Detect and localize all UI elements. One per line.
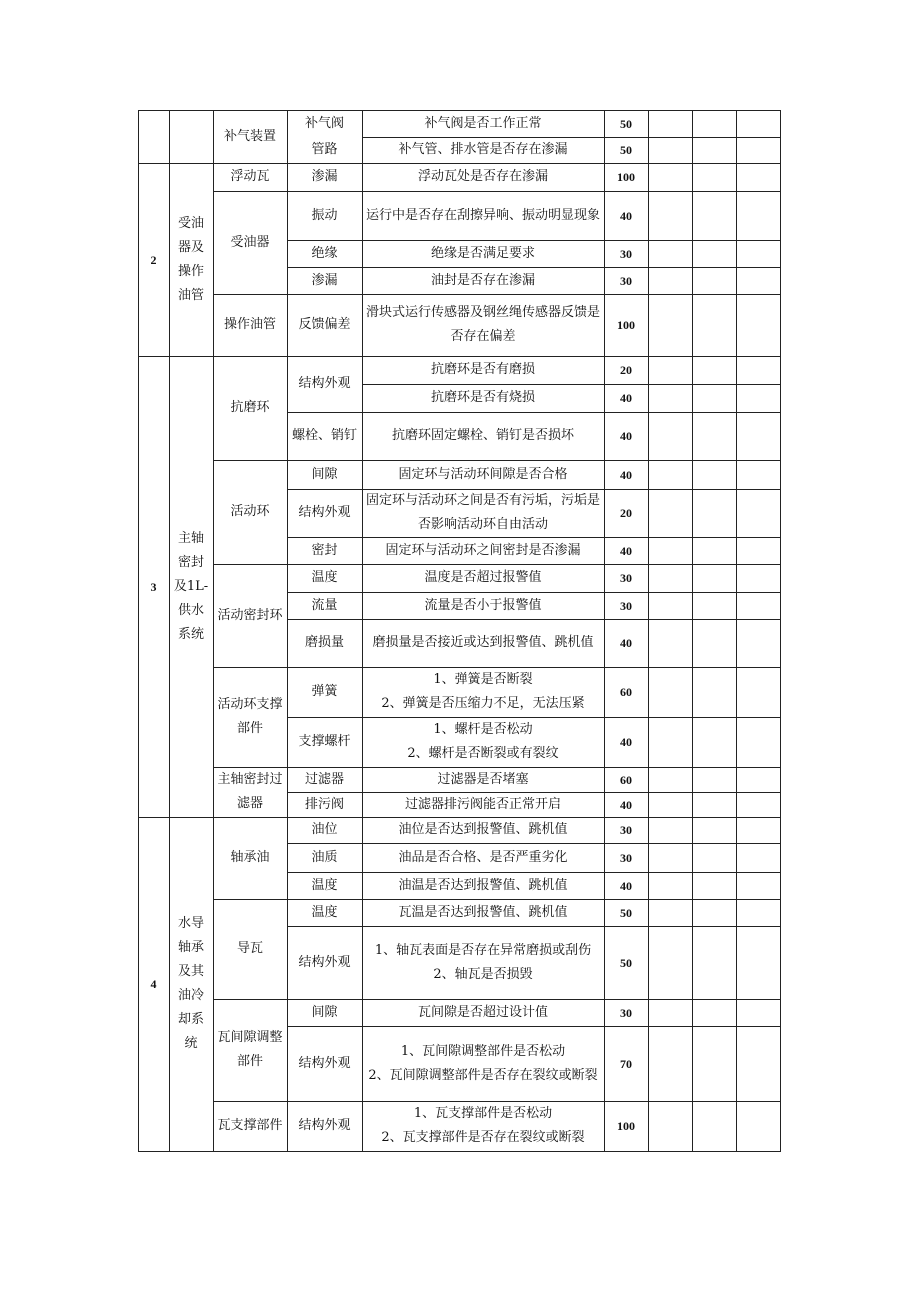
item-cell: 温度: [311, 877, 338, 893]
part-cell: 主轴密封过滤器: [217, 772, 283, 811]
grid-line: [138, 110, 781, 111]
content-cell: 固定环与活动环之间是否有污垢，污垢是否影响活动环自由活动: [365, 493, 600, 532]
score-cell: 40: [620, 735, 632, 749]
score-cell: 30: [620, 598, 632, 613]
score-cell: 50: [620, 955, 632, 970]
score-cell: 70: [620, 1056, 632, 1071]
score-cell: 30: [620, 273, 632, 288]
grid-line: [213, 294, 781, 295]
content-cell: 油封是否存在渗漏: [430, 272, 535, 288]
item-cell: 渗漏: [311, 272, 338, 288]
content-cell: 抗磨环固定螺栓、销钉是否损坏: [391, 428, 574, 443]
part-cell: 浮动瓦: [230, 169, 270, 184]
section-number: 4: [150, 977, 157, 991]
score-cell: 100: [617, 170, 635, 184]
content-cell: 1、瓦间隙调整部件是否松动 2、瓦间隙调整部件是否存在裂纹或断裂: [368, 1043, 598, 1083]
content-cell: 1、弹簧是否断裂 2、弹簧是否压缩力不足，无法压紧: [381, 672, 585, 711]
content-cell: 固定环与活动环间隙是否合格: [398, 466, 568, 482]
grid-line: [138, 817, 781, 818]
content-cell: 1、螺杆是否松动 2、螺杆是否断裂或有裂纹: [407, 722, 559, 761]
content-cell: 滑块式运行传感器及钢丝绳传感器反馈是否存在偏差: [365, 305, 600, 344]
system-cell: 受油器及操作油管: [177, 215, 204, 303]
item-cell: 密封: [311, 542, 338, 558]
grid-line: [138, 356, 781, 357]
grid-line: [138, 163, 781, 164]
grid-line: [213, 564, 781, 565]
score-cell: 30: [620, 1005, 632, 1020]
item-cell: 渗漏: [311, 169, 338, 184]
content-cell: 温度是否超过报警值: [424, 570, 542, 585]
grid-line: [287, 792, 781, 793]
content-cell: 1、瓦支撑部件是否松动 2、瓦支撑部件是否存在裂纹或断裂: [381, 1106, 585, 1145]
part-cell: 补气装置: [223, 128, 276, 144]
content-cell: 油品是否合格、是否严重劣化: [398, 849, 568, 865]
grid-line: [213, 460, 781, 461]
item-cell: 反馈偏差: [298, 317, 351, 332]
part-cell: 操作油管: [223, 317, 276, 332]
item-cell: 温度: [311, 570, 338, 585]
score-cell: 40: [620, 878, 632, 893]
item-cell: 间隙: [311, 1004, 338, 1020]
grid-line: [287, 489, 781, 490]
item-cell: 支撑螺杆: [298, 734, 351, 749]
grid-line: [213, 667, 781, 668]
score-cell: 40: [620, 391, 632, 405]
grid-line: [287, 537, 781, 538]
content-cell: 瓦间隙是否超过设计值: [417, 1004, 548, 1020]
grid-line: [287, 412, 781, 413]
item-cell: 结构外观: [298, 954, 351, 970]
section-number: 3: [150, 579, 157, 594]
part-cell: 瓦支撑部件: [217, 1118, 283, 1133]
score-cell: 40: [620, 543, 632, 558]
part-cell: 导瓦: [236, 941, 263, 956]
grid-line: [169, 110, 170, 1152]
score-cell: 40: [620, 429, 632, 443]
score-cell: 40: [620, 797, 632, 812]
item-cell: 温度: [311, 904, 338, 920]
score-cell: 20: [620, 363, 632, 377]
grid-line: [213, 999, 781, 1000]
grid-line: [287, 267, 781, 268]
item-cell: 排污阀: [304, 796, 344, 812]
item-cell: 过滤器: [304, 771, 344, 787]
grid-line: [287, 843, 781, 844]
grid-line: [362, 384, 781, 385]
item-cell: 弹簧: [311, 684, 338, 699]
score-cell: 100: [617, 318, 635, 332]
item-cell: 流量: [311, 597, 338, 613]
grid-line: [287, 717, 781, 718]
score-cell: 30: [620, 571, 632, 585]
part-cell: 活动环: [230, 504, 270, 519]
part-cell: 抗磨环: [230, 400, 270, 415]
content-cell: 1、轴瓦表面是否存在异常磨损或刮伤 2、轴瓦是否损毁: [374, 942, 592, 982]
score-cell: 40: [620, 636, 632, 650]
content-cell: 流量是否小于报警值: [424, 597, 542, 613]
part-cell: 瓦间隙调整部件: [217, 1030, 283, 1069]
item-cell: 绝缘: [311, 245, 338, 261]
grid-line: [213, 191, 781, 192]
item-cell: 振动: [311, 207, 338, 223]
score-cell: 30: [620, 850, 632, 865]
content-cell: 油位是否达到报警值、跳机值: [398, 822, 568, 837]
content-cell: 运行中是否存在刮擦异响、振动明显现象: [365, 207, 600, 223]
content-cell: 瓦温是否达到报警值、跳机值: [398, 904, 568, 920]
content-cell: 浮动瓦处是否存在渗漏: [417, 169, 548, 184]
score-cell: 50: [620, 143, 632, 157]
item-cell: 结构外观: [298, 1118, 351, 1133]
score-cell: 50: [620, 905, 632, 920]
part-cell: 活动环支撑部件: [217, 697, 283, 736]
part-cell: 轴承油: [230, 850, 270, 865]
grid-line: [287, 926, 781, 927]
content-cell: 过滤器排污阀能否正常开启: [404, 796, 561, 812]
score-cell: 60: [620, 772, 632, 787]
item-cell: 结构外观: [298, 505, 351, 520]
score-cell: 40: [620, 467, 632, 482]
content-cell: 绝缘是否满足要求: [430, 245, 535, 261]
content-cell: 油温是否达到报警值、跳机值: [398, 877, 568, 893]
grid-line: [287, 872, 781, 873]
content-cell: 过滤器是否堵塞: [437, 771, 529, 787]
item-cell: 结构外观: [298, 1055, 351, 1071]
content-cell: 固定环与活动环之间密封是否渗漏: [385, 542, 581, 558]
item-cell: 结构外观: [298, 376, 351, 391]
system-cell: 水导轴承及其油冷却系统: [177, 916, 204, 1051]
grid-line: [138, 1151, 781, 1152]
item-cell: 管路: [311, 142, 338, 157]
content-cell: 补气管、排水管是否存在渗漏: [398, 142, 568, 157]
grid-line: [362, 137, 781, 138]
score-cell: 60: [620, 685, 632, 699]
score-cell: 30: [620, 246, 632, 261]
item-cell: 间隙: [311, 466, 338, 482]
score-cell: 50: [620, 116, 632, 131]
item-cell: 磨损量: [304, 635, 344, 650]
score-cell: 30: [620, 823, 632, 837]
grid-line: [287, 619, 781, 620]
grid-line: [287, 1026, 781, 1027]
grid-line: [213, 767, 781, 768]
item-cell: 补气阀: [304, 115, 344, 131]
score-cell: 20: [620, 506, 632, 520]
item-cell: 油位: [311, 822, 338, 837]
item-cell: 螺栓、销钉: [291, 428, 357, 443]
part-cell: 受油器: [230, 234, 270, 250]
system-cell: 主轴密封及1L-供水系统: [173, 530, 209, 642]
part-cell: 活动密封环: [217, 607, 283, 623]
content-cell: 补气阀是否工作正常: [424, 115, 542, 131]
score-cell: 100: [617, 1119, 635, 1133]
grid-line: [138, 110, 139, 1152]
grid-line: [213, 1101, 781, 1102]
content-cell: 磨损量是否接近或达到报警值、跳机值: [372, 635, 594, 650]
grid-line: [213, 899, 781, 900]
item-cell: 油质: [311, 849, 338, 865]
grid-line: [287, 592, 781, 593]
grid-line: [213, 110, 214, 1152]
section-number: 2: [150, 252, 157, 267]
grid-line: [287, 240, 781, 241]
content-cell: 抗磨环是否有烧损: [430, 390, 535, 405]
content-cell: 抗磨环是否有磨损: [430, 362, 535, 377]
score-cell: 40: [620, 208, 632, 223]
